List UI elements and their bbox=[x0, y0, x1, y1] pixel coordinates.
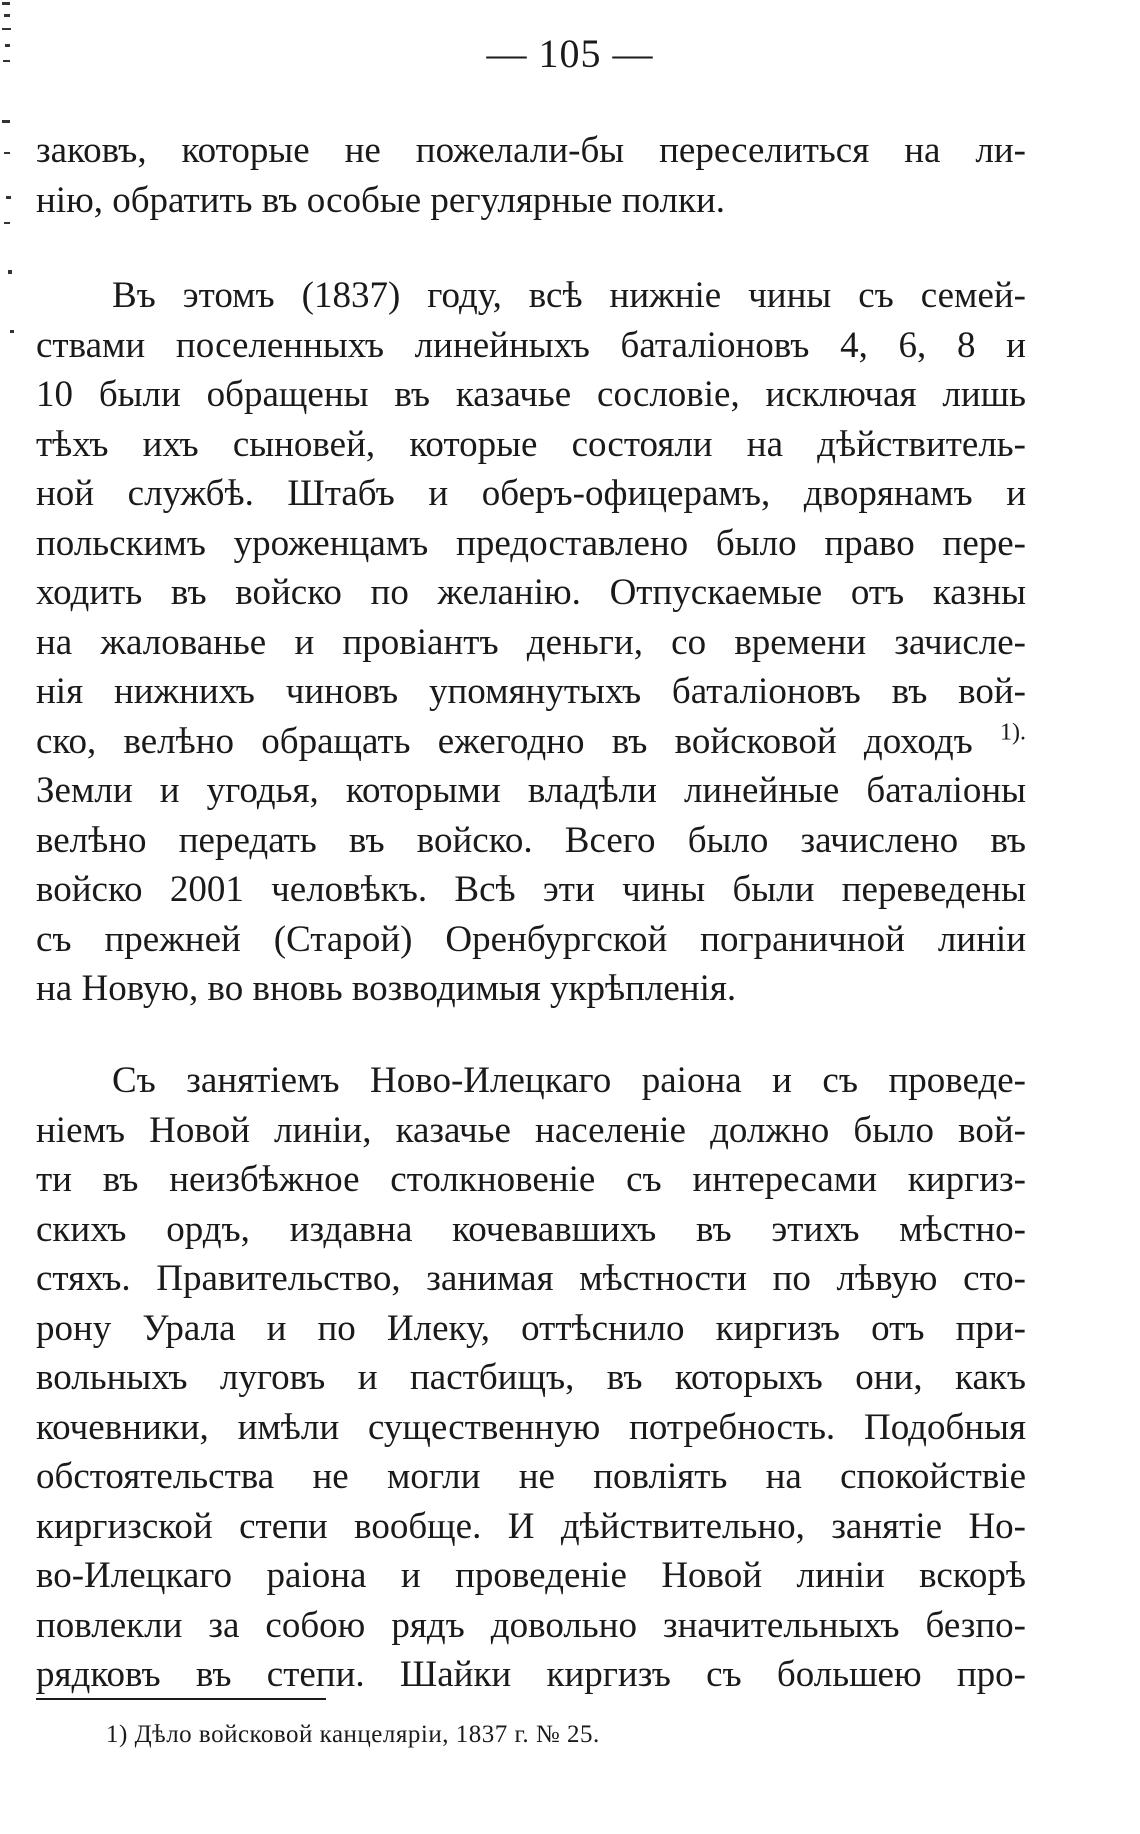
text-line: вольныхъ луговъ и пастбищъ, въ которыхъ они, какъ bbox=[36, 1357, 1026, 1398]
text-line: рядковъ въ степи. Шайки киргизъ съ большею про- bbox=[36, 1654, 1026, 1695]
page-number: — 105 — bbox=[486, 31, 654, 76]
text-line: стяхъ. Правительство, занимая мѣстности по лѣвую сто- bbox=[36, 1258, 1026, 1299]
footnote bbox=[106, 1720, 600, 1750]
text-line: ходить въ войско по желанію. Отпускаемые отъ казны bbox=[36, 572, 1026, 613]
text-line-with-footnote bbox=[36, 717, 1026, 767]
text-line: повлекли за собою рядъ довольно значительныхъ безпо- bbox=[36, 1604, 1026, 1646]
text-line: 10 были обращены въ казачье сословіе, исключая лишь bbox=[36, 374, 1026, 415]
text-line: ти въ неизбѣжное столкновеніе съ интересами киргиз- bbox=[36, 1159, 1026, 1200]
text-line: на жалованье и провіантъ деньги, со времени зачисле- bbox=[36, 621, 1026, 663]
paragraph-2 bbox=[36, 271, 1026, 1014]
text-line: съ прежней (Старой) Оренбургской пограничной линіи bbox=[36, 918, 1026, 960]
footnote-divider bbox=[36, 1698, 326, 1700]
text-line: ніемъ Новой линіи, казачье населеніе должно было вой- bbox=[36, 1109, 1026, 1151]
paragraph-3 bbox=[36, 1056, 1026, 1700]
text-line: на Новую, во вновь возводимыя укрѣпленія. bbox=[36, 968, 737, 1009]
text-line: во-Илецкаго раіона и проведеніе Новой линіи вскорѣ bbox=[36, 1555, 1026, 1596]
text-line: Въ этомъ (1837) году, всѣ нижніе чины съ семей- bbox=[112, 275, 1026, 316]
text-line: кочевники, имѣли существенную потребность. Подобныя bbox=[36, 1406, 1026, 1448]
text-line: польскимъ уроженцамъ предоставлено было право пере- bbox=[36, 522, 1026, 564]
text-fragment: ско, велѣно обращать ежегодно въ войсковой доходъ bbox=[36, 720, 973, 762]
text-line: Земли и угодья, которыми владѣли линейные баталіоны bbox=[36, 770, 1026, 811]
footnote-text: Дѣло войсковой канцеляріи, 1837 г. № 25. bbox=[134, 1721, 600, 1748]
footnote-marker: 1) bbox=[106, 1721, 128, 1748]
text-line: обстоятельства не могли не повліять на спокойствіе bbox=[36, 1456, 1026, 1497]
text-line: тѣхъ ихъ сыновей, которые состояли на дѣйствитель- bbox=[36, 423, 1026, 465]
paragraph-1 bbox=[36, 126, 1026, 225]
text-line: заковъ, которые не пожелали-бы переселиться на ли- bbox=[36, 130, 1026, 171]
text-line: Съ занятіемъ Ново-Илецкаго раіона и съ проведе- bbox=[112, 1060, 1026, 1101]
text-line: нія нижнихъ чиновъ упомянутыхъ баталіоновъ въ вой- bbox=[36, 671, 1026, 712]
text-line: нію, обратить въ особые регулярные полки. bbox=[36, 179, 725, 221]
text-line: рону Урала и по Илеку, оттѣснило киргизъ отъ при- bbox=[36, 1307, 1026, 1349]
text-line: велѣно передать въ войско. Всего было зачислено въ bbox=[36, 819, 1026, 861]
text-line: ствами поселенныхъ линейныхъ баталіоновъ 4, 6, 8 и bbox=[36, 324, 1026, 366]
footnote-reference: 1). bbox=[1000, 719, 1027, 746]
text-line: киргизской степи вообще. И дѣйствительно, занятіе Но- bbox=[36, 1505, 1026, 1547]
text-line: войско 2001 человѣкъ. Всѣ эти чины были переведены bbox=[36, 869, 1026, 910]
text-line: скихъ ордъ, издавна кочевавшихъ въ этихъ мѣстно- bbox=[36, 1208, 1026, 1250]
text-line: ной службѣ. Штабъ и оберъ-офицерамъ, дворянамъ и bbox=[36, 473, 1026, 514]
